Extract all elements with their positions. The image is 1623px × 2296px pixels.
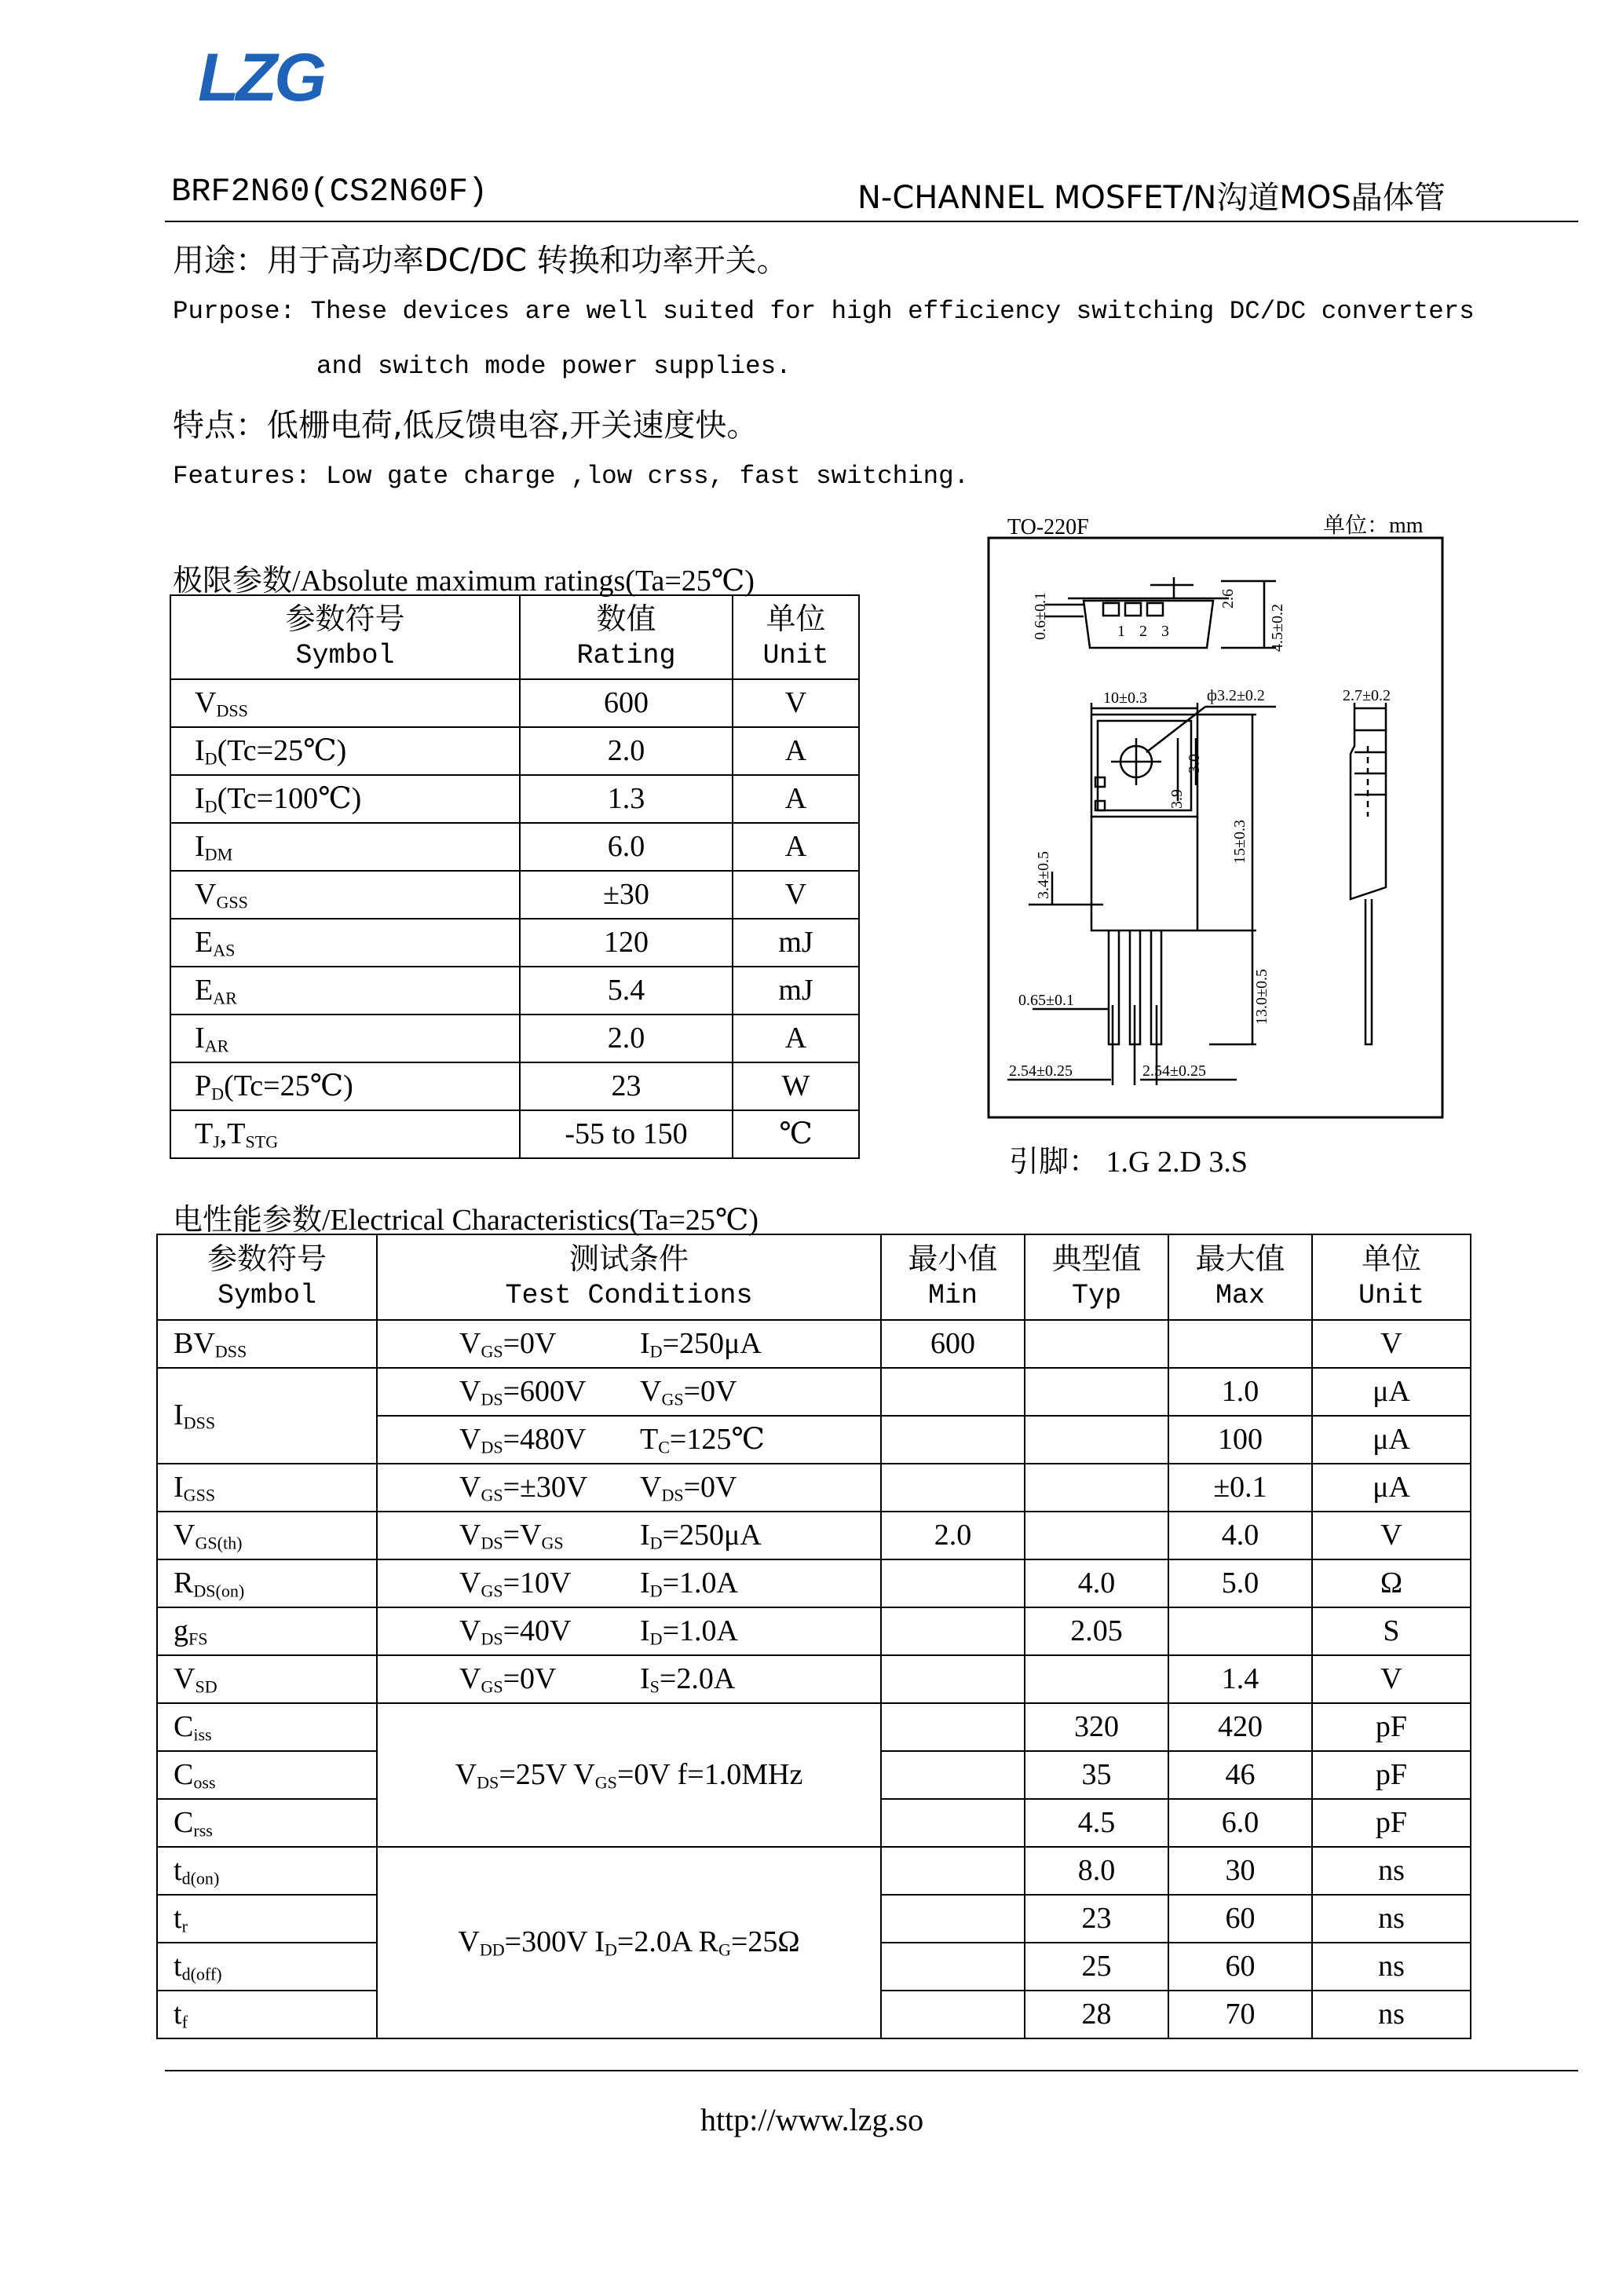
table-row bbox=[170, 967, 859, 1015]
row-unit: mJ bbox=[733, 919, 859, 967]
table-row bbox=[170, 1062, 859, 1110]
row-conditions: $V_{GS}=10V$ $I_D=1.0A$ bbox=[377, 1559, 881, 1607]
table-row bbox=[170, 871, 859, 919]
package-name: TO-220F bbox=[1007, 515, 1089, 539]
table-row bbox=[170, 679, 859, 727]
row-min: 600 bbox=[881, 1320, 1025, 1368]
package-unit: 单位：mm bbox=[1323, 514, 1424, 538]
table-row bbox=[170, 1110, 859, 1158]
table-row bbox=[157, 1655, 1471, 1703]
abs-max-caption: 极限参数/Absolute maximum ratings(Ta=25℃) bbox=[173, 565, 755, 598]
row-min bbox=[881, 1655, 1025, 1703]
elec-table bbox=[156, 1234, 1471, 2039]
row-unit: W bbox=[733, 1062, 859, 1110]
row-unit: ℃ bbox=[733, 1110, 859, 1158]
row-max: 4.0 bbox=[1168, 1512, 1312, 1559]
row-max: 5.0 bbox=[1168, 1559, 1312, 1607]
row-min bbox=[881, 1464, 1025, 1512]
dim-2.54-left: 2.54±0.25 bbox=[1009, 1062, 1073, 1080]
row-conditions: $V_{DS}=600V$ $V_{GS}=0V$ bbox=[377, 1368, 881, 1416]
row-typ bbox=[1025, 1368, 1168, 1416]
table-row bbox=[157, 1512, 1471, 1559]
row-symbol: $I_{AR}$ bbox=[170, 1015, 520, 1062]
row-symbol: $P_D(Tc=25℃)$ bbox=[170, 1062, 520, 1110]
table-row bbox=[170, 775, 859, 823]
row-max: 60 bbox=[1168, 1895, 1312, 1943]
dim-0.6: 0.6±0.1 bbox=[1032, 592, 1049, 640]
row-max bbox=[1168, 1607, 1312, 1655]
pin-3-label: 3 bbox=[1161, 623, 1169, 640]
row-symbol: $I_{DM}$ bbox=[170, 823, 520, 871]
row-min bbox=[881, 1559, 1025, 1607]
row-rating: 2.0 bbox=[520, 1015, 733, 1062]
table-row bbox=[170, 919, 859, 967]
header-rating: 数值 Rating bbox=[520, 595, 733, 679]
row-unit: V bbox=[733, 871, 859, 919]
row-typ: 4.5 bbox=[1025, 1799, 1168, 1847]
dim-3.0: 3.0 bbox=[1186, 754, 1203, 773]
row-min bbox=[881, 1607, 1025, 1655]
row-unit: V bbox=[733, 679, 859, 727]
row-symbol: $I_{DSS}$ bbox=[157, 1368, 377, 1464]
row-min bbox=[881, 1895, 1025, 1943]
row-max bbox=[1168, 1320, 1312, 1368]
logo-mark bbox=[196, 46, 369, 108]
row-unit: ns bbox=[1312, 1943, 1471, 1991]
header-rule bbox=[165, 221, 1578, 222]
footer-rule bbox=[165, 2070, 1578, 2071]
row-typ bbox=[1025, 1512, 1168, 1559]
header-max: 最大值 Max bbox=[1168, 1234, 1312, 1320]
row-unit: ns bbox=[1312, 1895, 1471, 1943]
row-max: ±0.1 bbox=[1168, 1464, 1312, 1512]
row-max: 30 bbox=[1168, 1847, 1312, 1895]
logo-text: LZG bbox=[198, 46, 324, 108]
table-row bbox=[157, 1847, 1471, 1895]
header-conditions: 测试条件 Test Conditions bbox=[377, 1234, 881, 1320]
row-conditions: $V_{GS}=\pm 30V$ $V_{DS}=0V$ bbox=[377, 1464, 881, 1512]
dim-3.4: 3.4±0.5 bbox=[1035, 851, 1052, 899]
row-typ: 28 bbox=[1025, 1991, 1168, 2038]
row-max: 1.0 bbox=[1168, 1368, 1312, 1416]
row-min bbox=[881, 1847, 1025, 1895]
row-unit: mJ bbox=[733, 967, 859, 1015]
row-unit: pF bbox=[1312, 1703, 1471, 1751]
row-unit: μA bbox=[1312, 1416, 1471, 1464]
dim-10: 10±0.3 bbox=[1103, 689, 1147, 707]
row-unit: pF bbox=[1312, 1751, 1471, 1799]
dim-15: 15±0.3 bbox=[1231, 820, 1248, 864]
row-rating: 600 bbox=[520, 679, 733, 727]
dim-2.54-right: 2.54±0.25 bbox=[1142, 1062, 1206, 1080]
row-symbol: $t_{d(on)}$ bbox=[157, 1847, 377, 1895]
row-typ: 4.0 bbox=[1025, 1559, 1168, 1607]
row-max: 100 bbox=[1168, 1416, 1312, 1464]
footer-url[interactable]: http://www.lzg.so bbox=[700, 2102, 924, 2137]
row-symbol: $E_{AS}$ bbox=[170, 919, 520, 967]
row-typ: 23 bbox=[1025, 1895, 1168, 1943]
table-row bbox=[170, 1015, 859, 1062]
header-symbol: 参数符号 Symbol bbox=[157, 1234, 377, 1320]
row-symbol: $I_D(Tc=25℃)$ bbox=[170, 727, 520, 775]
table-row bbox=[157, 1464, 1471, 1512]
row-min bbox=[881, 1368, 1025, 1416]
row-symbol: $C_{rss}$ bbox=[157, 1799, 377, 1847]
table-header-row bbox=[157, 1234, 1471, 1320]
row-typ: 8.0 bbox=[1025, 1847, 1168, 1895]
dim-13: 13.0±0.5 bbox=[1253, 969, 1270, 1025]
row-min bbox=[881, 1991, 1025, 2038]
to220f-outline-drawing bbox=[985, 503, 1457, 1194]
row-symbol: $T_J,T_{STG}$ bbox=[170, 1110, 520, 1158]
package-drawing bbox=[985, 503, 1457, 1194]
row-conditions: $V_{DS}=40V$ $I_D=1.0A$ bbox=[377, 1607, 881, 1655]
row-symbol: $C_{iss}$ bbox=[157, 1703, 377, 1751]
features-en: Features: Low gate charge ,low crss, fast switching. bbox=[173, 462, 970, 491]
row-max: 6.0 bbox=[1168, 1799, 1312, 1847]
header-unit: 单位 Unit bbox=[1312, 1234, 1471, 1320]
row-unit: S bbox=[1312, 1607, 1471, 1655]
row-unit: μA bbox=[1312, 1464, 1471, 1512]
table-row bbox=[157, 1559, 1471, 1607]
row-symbol: $BV_{DSS}$ bbox=[157, 1320, 377, 1368]
row-max: 70 bbox=[1168, 1991, 1312, 2038]
row-unit: Ω bbox=[1312, 1559, 1471, 1607]
row-max: 1.4 bbox=[1168, 1655, 1312, 1703]
row-min: 2.0 bbox=[881, 1512, 1025, 1559]
elec-caption: 电性能参数/Electrical Characteristics(Ta=25℃) bbox=[173, 1204, 759, 1237]
switching-conditions: $V_{DD}=300V$ $I_D=2.0A$ $R_G=25\Omega$ bbox=[377, 1847, 881, 2038]
pinout: 引脚： 1.G 2.D 3.S bbox=[1009, 1146, 1248, 1179]
row-symbol: $g_{FS}$ bbox=[157, 1607, 377, 1655]
row-unit: A bbox=[733, 775, 859, 823]
row-unit: ns bbox=[1312, 1847, 1471, 1895]
row-min bbox=[881, 1943, 1025, 1991]
features-cn: 特点：低栅电荷,低反馈电容,开关速度快。 bbox=[173, 408, 758, 444]
row-typ: 25 bbox=[1025, 1943, 1168, 1991]
table-row bbox=[170, 727, 859, 775]
abs-max-table bbox=[170, 594, 860, 1159]
row-typ bbox=[1025, 1320, 1168, 1368]
row-typ: 2.05 bbox=[1025, 1607, 1168, 1655]
row-unit: V bbox=[1312, 1655, 1471, 1703]
row-typ bbox=[1025, 1655, 1168, 1703]
purpose-cn: 用途：用于高功率DC/DC 转换和功率开关。 bbox=[173, 243, 788, 279]
table-row bbox=[157, 1703, 1471, 1751]
row-unit: pF bbox=[1312, 1799, 1471, 1847]
row-rating: ±30 bbox=[520, 871, 733, 919]
dim-2.7: 2.7±0.2 bbox=[1343, 687, 1391, 704]
row-symbol: $I_{GSS}$ bbox=[157, 1464, 377, 1512]
row-rating: 6.0 bbox=[520, 823, 733, 871]
row-symbol: $I_D(Tc=100℃)$ bbox=[170, 775, 520, 823]
row-symbol: $V_{DSS}$ bbox=[170, 679, 520, 727]
row-symbol: $R_{DS(on)}$ bbox=[157, 1559, 377, 1607]
capacitance-conditions: $V_{DS}=25V$ $V_{GS}=0V$ f=1.0MHz bbox=[377, 1703, 881, 1847]
row-unit: V bbox=[1312, 1320, 1471, 1368]
dim-3.9: 3.9 bbox=[1168, 789, 1186, 809]
page-title: N-CHANNEL MOSFET/N沟道MOS晶体管 bbox=[857, 180, 1446, 216]
table-header-row bbox=[170, 595, 859, 679]
row-conditions: $V_{DS}=480V$ $T_C=125℃$ bbox=[377, 1416, 881, 1464]
row-conditions: $V_{DS}=V_{GS}$ $I_D=250\mu A$ bbox=[377, 1512, 881, 1559]
row-unit: V bbox=[1312, 1512, 1471, 1559]
row-min bbox=[881, 1416, 1025, 1464]
header-min: 最小值 Min bbox=[881, 1234, 1025, 1320]
purpose-en: Purpose: These devices are well suited for high efficiency switching DC/DC converters bbox=[173, 297, 1475, 326]
row-rating: 5.4 bbox=[520, 967, 733, 1015]
row-symbol: $V_{GS(th)}$ bbox=[157, 1512, 377, 1559]
row-symbol: $V_{GSS}$ bbox=[170, 871, 520, 919]
row-symbol: $V_{SD}$ bbox=[157, 1655, 377, 1703]
purpose-en-cont: and switch mode power supplies. bbox=[316, 352, 791, 381]
row-symbol: $t_f$ bbox=[157, 1991, 377, 2038]
pin-2-label: 2 bbox=[1139, 623, 1147, 640]
header-typ: 典型值 Typ bbox=[1025, 1234, 1168, 1320]
table-row bbox=[157, 1368, 1471, 1416]
pin-1-label: 1 bbox=[1117, 623, 1125, 640]
row-unit: ns bbox=[1312, 1991, 1471, 2038]
row-min bbox=[881, 1799, 1025, 1847]
row-max: 46 bbox=[1168, 1751, 1312, 1799]
row-rating: -55 to 150 bbox=[520, 1110, 733, 1158]
row-typ: 320 bbox=[1025, 1703, 1168, 1751]
header-unit: 单位 Unit bbox=[733, 595, 859, 679]
row-min bbox=[881, 1751, 1025, 1799]
header-symbol: 参数符号 Symbol bbox=[170, 595, 520, 679]
row-rating: 23 bbox=[520, 1062, 733, 1110]
row-typ: 35 bbox=[1025, 1751, 1168, 1799]
row-symbol: $t_r$ bbox=[157, 1895, 377, 1943]
row-typ bbox=[1025, 1464, 1168, 1512]
row-unit: A bbox=[733, 1015, 859, 1062]
row-min bbox=[881, 1703, 1025, 1751]
row-max: 60 bbox=[1168, 1943, 1312, 1991]
row-conditions: $V_{GS}=0V$ $I_D=250\mu A$ bbox=[377, 1320, 881, 1368]
row-symbol: $E_{AR}$ bbox=[170, 967, 520, 1015]
row-rating: 2.0 bbox=[520, 727, 733, 775]
dim-0.65: 0.65±0.1 bbox=[1018, 992, 1074, 1009]
dim-2.6: 2.6 bbox=[1219, 589, 1237, 609]
row-symbol: $C_{oss}$ bbox=[157, 1751, 377, 1799]
row-symbol: $t_{d(off)}$ bbox=[157, 1943, 377, 1991]
part-number: BRF2N60(CS2N60F) bbox=[171, 173, 488, 210]
row-typ bbox=[1025, 1416, 1168, 1464]
row-conditions: $V_{GS}=0V$ $I_S=2.0A$ bbox=[377, 1655, 881, 1703]
row-unit: A bbox=[733, 823, 859, 871]
dim-hole: ф3.2±0.2 bbox=[1207, 687, 1265, 704]
row-unit: μA bbox=[1312, 1368, 1471, 1416]
dim-4.5: 4.5±0.2 bbox=[1269, 604, 1286, 652]
row-rating: 120 bbox=[520, 919, 733, 967]
row-unit: A bbox=[733, 727, 859, 775]
row-rating: 1.3 bbox=[520, 775, 733, 823]
logo bbox=[196, 46, 369, 108]
row-max: 420 bbox=[1168, 1703, 1312, 1751]
table-row bbox=[170, 823, 859, 871]
table-row bbox=[157, 1607, 1471, 1655]
table-row bbox=[157, 1320, 1471, 1368]
